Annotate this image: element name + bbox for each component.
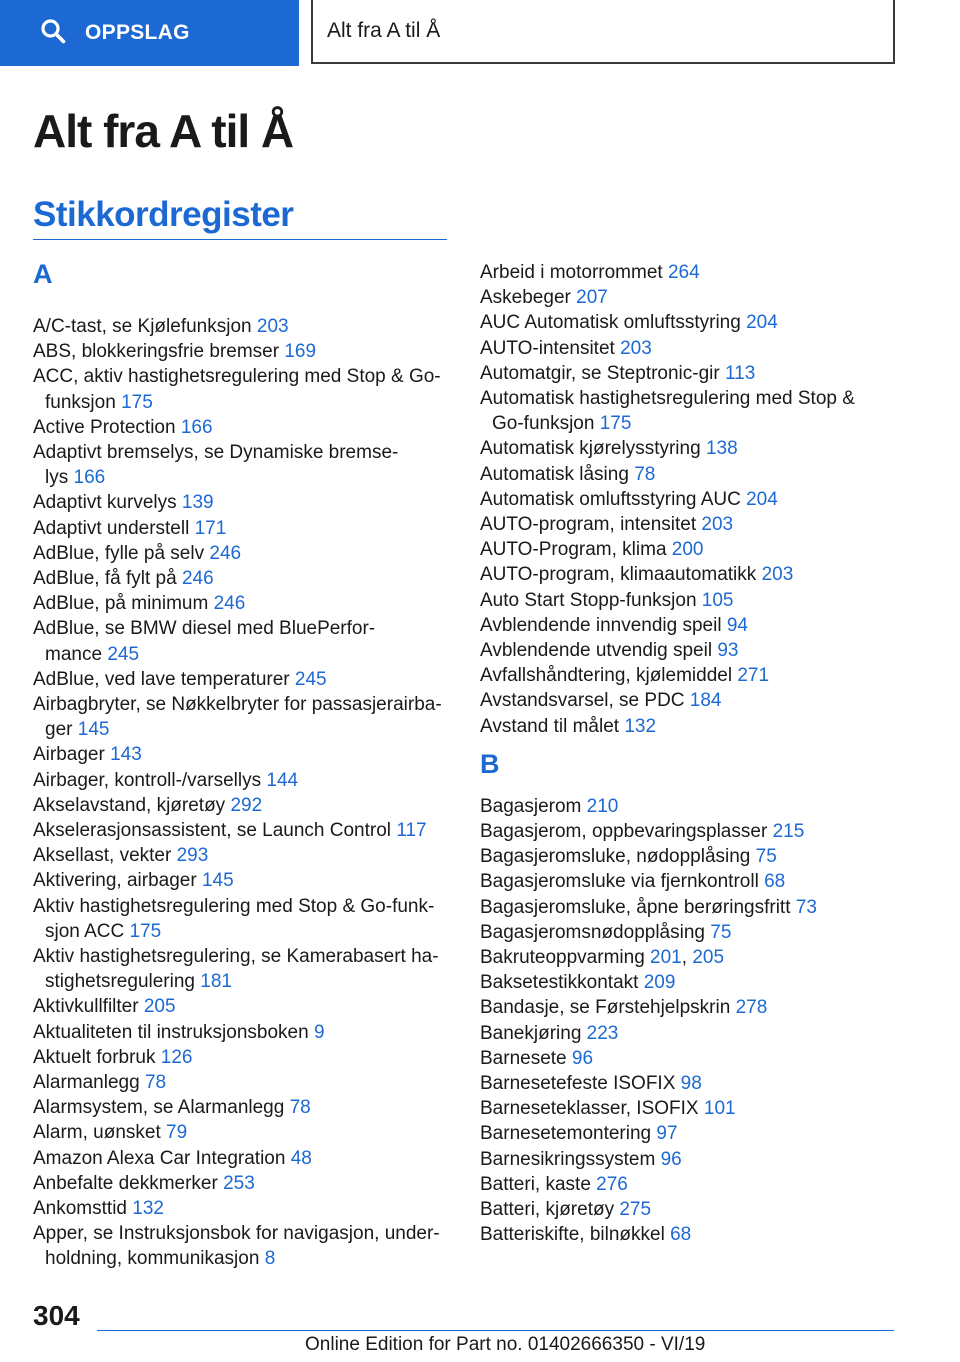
index-entry-text: AUTO-intensitet	[480, 337, 615, 359]
index-entry	[33, 541, 241, 566]
index-entry-text: AUTO-program, klimaautomatikk	[480, 564, 757, 586]
index-entry-text: Automatisk kjørelysstyring	[480, 438, 701, 460]
index-entry-text: Aktualiteten til instruksjonsboken	[33, 1021, 309, 1043]
index-entry	[33, 692, 442, 742]
index-entry-text: Bagasjeromsluke, åpne berøringsfritt	[480, 896, 791, 918]
page-reference-link[interactable]: 96	[660, 1148, 682, 1170]
search-label: OPPSLAG	[85, 21, 190, 44]
index-entry-text: Aktiv hastighetsregulering, se Kamerabasert ha-	[33, 946, 439, 967]
index-letter-heading: A	[33, 259, 53, 289]
search-button[interactable]	[0, 0, 299, 66]
page-reference-link[interactable]: 293	[176, 845, 209, 867]
index-entry-text: Automatisk låsing	[480, 463, 629, 485]
index-entry	[480, 436, 738, 461]
page-reference-link[interactable]: 68	[764, 871, 786, 893]
index-entry	[480, 1197, 651, 1222]
index-entry-text: Avblendende utvendig speil	[480, 640, 713, 661]
index-entry	[33, 516, 226, 541]
page-reference-link[interactable]: 245	[107, 643, 140, 665]
index-entry-text: Askebeger	[480, 287, 571, 309]
page-reference-link[interactable]: 78	[289, 1097, 311, 1119]
page-number: 304	[33, 1300, 80, 1331]
index-entry-text: Avstandsvarsel, se PDC	[480, 690, 685, 712]
index-entry	[33, 1095, 311, 1120]
page-reference-link[interactable]: 73	[795, 896, 817, 918]
index-entry-text: Aktivering, airbager	[33, 870, 197, 892]
index-entry	[33, 742, 142, 767]
index-entry	[33, 314, 289, 339]
page-reference-link[interactable]: 271	[737, 665, 770, 687]
page-reference-link[interactable]: 145	[77, 719, 110, 741]
chapter-tab-label: Alt fra A til Å	[327, 19, 441, 42]
index-entry-text: ABS, blokkeringsfrie bremser	[33, 341, 280, 363]
page-reference-link[interactable]: 132	[624, 715, 657, 737]
index-entry	[480, 714, 656, 739]
page-reference-link[interactable]: 204	[746, 488, 778, 510]
index-entry-text: A/C-tast, se Kjølefunksjon	[33, 316, 252, 337]
page-reference-link[interactable]: 223	[586, 1022, 619, 1044]
index-entry-text: Banekjøring	[480, 1022, 582, 1044]
page-reference-link[interactable]: 98	[680, 1073, 702, 1094]
index-entry-text: Airbager, kontroll-/varsellys	[33, 769, 262, 791]
index-entry	[480, 1046, 593, 1071]
page-reference-link[interactable]: 205	[143, 996, 176, 1018]
index-entry-text: lys	[45, 467, 69, 489]
page-reference-link[interactable]: 207	[576, 287, 608, 309]
index-entry	[33, 415, 213, 440]
index-entry	[480, 1147, 682, 1172]
index-entry-text: AdBlue, fylle på selv	[33, 542, 205, 564]
page-reference-link[interactable]: 126	[160, 1046, 193, 1068]
index-entry-text: Aktuelt forbruk	[33, 1046, 156, 1068]
index-entry-text: Anbefalte dekkmerker	[33, 1172, 218, 1194]
index-entry	[33, 994, 176, 1019]
page-reference-link[interactable]: 139	[181, 492, 214, 514]
index-entry	[480, 1096, 736, 1121]
index-entry-text: Aktiv hastighetsregulering med Stop & Go-funk-	[33, 895, 435, 917]
page-reference-link[interactable]: 94	[726, 614, 748, 636]
index-entry-text: Barnesete	[480, 1047, 567, 1069]
page-reference-link[interactable]: 246	[181, 568, 214, 589]
index-entry	[480, 869, 785, 894]
page-reference-link[interactable]: 278	[735, 997, 768, 1019]
footer-edition-text: Online Edition for Part no. 01402666350 - VI/19	[305, 1334, 706, 1355]
index-entry	[480, 663, 769, 688]
index-entry	[480, 819, 804, 844]
page-reference-link[interactable]: 175	[599, 413, 632, 435]
page-reference-link[interactable]: 181	[200, 971, 232, 993]
page-reference-link[interactable]: 96	[571, 1047, 594, 1069]
index-entry	[33, 566, 214, 591]
page-reference-link[interactable]: 246	[213, 593, 246, 615]
index-entry	[480, 1021, 618, 1046]
page-reference-link[interactable]: 144	[266, 769, 299, 791]
index-entry	[33, 818, 427, 843]
index-entry	[480, 970, 675, 995]
index-entry	[33, 1045, 192, 1070]
page-reference-link[interactable]: 145	[201, 870, 234, 892]
index-entry	[33, 793, 262, 818]
page-title: Alt fra A til Å	[33, 105, 294, 157]
index-entry-text: AUTO-Program, klima	[480, 539, 667, 561]
page-reference-link[interactable]: 203	[256, 316, 289, 337]
page-reference-link[interactable]: 201	[650, 947, 682, 968]
page-reference-link[interactable]: 203	[620, 337, 652, 359]
index-entry	[480, 920, 731, 945]
index-entry	[480, 613, 748, 638]
index-entry	[480, 794, 618, 819]
index-entry-text: Adaptivt kurvelys	[33, 492, 177, 514]
page-reference-link[interactable]: 253	[223, 1172, 255, 1194]
page-reference-link[interactable]: 48	[290, 1147, 312, 1169]
page-reference-link[interactable]: 78	[144, 1072, 167, 1093]
index-entry-text: Adaptivt bremselys, se Dynamiske bremse-	[33, 442, 399, 463]
section-title: Stikkordregister	[33, 195, 294, 234]
index-entry-text: ger	[45, 719, 73, 741]
page-reference-link[interactable]: 203	[701, 514, 734, 535]
index-entry	[33, 364, 441, 414]
index-entry	[33, 1120, 187, 1145]
index-entry-text: Barnesetemontering	[480, 1123, 652, 1145]
index-entry-text: Bagasjeromsluke, nødopplåsing	[480, 846, 751, 868]
index-entry-text: Batteri, kaste	[480, 1173, 591, 1195]
index-entry	[480, 260, 700, 285]
page-reference-link[interactable]: 246	[209, 542, 242, 564]
index-entry-text: Bagasjeromsnødopplåsing	[480, 921, 705, 943]
index-entry-text: AdBlue, på minimum	[33, 593, 209, 615]
page-reference-link[interactable]: 113	[725, 362, 756, 384]
index-entry	[480, 638, 738, 663]
page-reference-link[interactable]: 184	[689, 690, 722, 712]
page-reference-link[interactable]: 143	[110, 744, 142, 766]
page-reference-link[interactable]: 175	[129, 920, 162, 942]
index-entry-text: Alarm, uønsket	[33, 1122, 161, 1144]
index-entry-text: Automatisk omluftsstyring AUC	[480, 488, 741, 510]
index-entry-text: Akselerasjonsassistent, se Launch Control	[33, 820, 392, 841]
page-reference-link[interactable]: 166	[180, 416, 213, 438]
page-reference-link[interactable]: 245	[294, 668, 327, 690]
index-entry-text: Baksetestikkontakt	[480, 972, 639, 994]
page-reference-link[interactable]: 210	[586, 795, 619, 817]
page-reference-link[interactable]: 205	[692, 947, 725, 968]
index-entry-text: AUTO-program, intensitet	[480, 514, 697, 535]
index-entry-text: Batteriskifte, bilnøkkel	[480, 1224, 665, 1246]
index-entry-text: AdBlue, se BMW diesel med BluePerfor-	[33, 618, 376, 640]
index-entry-text: Ankomsttid	[33, 1198, 127, 1219]
index-entry	[480, 995, 767, 1020]
page-reference-link[interactable]: 132	[132, 1198, 164, 1219]
index-entry-text: AdBlue, ved lave temperaturer	[33, 668, 290, 690]
index-entry-text: Barnesetefeste ISOFIX	[480, 1073, 676, 1094]
index-entry	[480, 1222, 691, 1247]
index-entry	[480, 512, 733, 537]
index-entry-text: Batteri, kjøretøy	[480, 1199, 615, 1220]
index-entry	[480, 386, 855, 436]
index-entry-text: Adaptivt understell	[33, 517, 190, 539]
index-letter-heading: B	[480, 748, 500, 779]
index-entry	[480, 1172, 628, 1197]
index-entry-text: sjon ACC	[45, 920, 125, 942]
index-entry	[33, 440, 398, 490]
index-entry	[33, 339, 316, 364]
chapter-tab[interactable]	[311, 0, 895, 64]
page-reference-link[interactable]: 8	[264, 1248, 276, 1270]
index-entry-text: Automatgir, se Steptronic-gir	[480, 362, 720, 384]
page-reference-link[interactable]: 209	[643, 972, 676, 994]
index-entry-text: Go-funksjon	[492, 413, 595, 435]
index-entry-text: Avfallshåndtering, kjølemiddel	[480, 665, 733, 687]
page-reference-link[interactable]: 68	[670, 1224, 692, 1246]
page-reference-link[interactable]: 138	[705, 438, 738, 460]
index-entry-text: Bakruteoppvarming	[480, 947, 645, 968]
page-reference-link[interactable]: 105	[701, 589, 734, 611]
index-entry	[480, 1071, 702, 1096]
search-icon	[40, 18, 66, 49]
index-entry-text: Avstand til målet	[480, 715, 620, 737]
index-entry-text: Barneseteklasser, ISOFIX	[480, 1098, 699, 1120]
index-entry-text: Arbeid i motorrommet	[480, 262, 663, 283]
index-entry	[33, 1070, 166, 1095]
index-entry-text: Avblendende innvendig speil	[480, 614, 722, 636]
index-entry-text: AdBlue, få fylt på	[33, 568, 177, 589]
index-entry-text: Alarmanlegg	[33, 1072, 140, 1093]
page-reference-link[interactable]: 264	[667, 262, 700, 283]
index-entry-text: funksjon	[45, 391, 116, 413]
index-entry	[480, 285, 608, 310]
page-reference-link[interactable]: 117	[396, 820, 427, 841]
index-entry	[480, 895, 817, 920]
page-reference-link[interactable]: 276	[596, 1173, 628, 1195]
index-entry	[33, 591, 245, 616]
index-entry	[33, 843, 208, 868]
index-entry-text: Automatisk hastighetsregulering med Stop &	[480, 388, 855, 409]
index-entry	[480, 688, 722, 713]
index-entry-text: mance	[45, 643, 103, 665]
index-entry	[480, 588, 734, 613]
index-entry-text: Bagasjeromsluke via fjernkontroll	[480, 871, 759, 893]
index-entry-text: Bagasjerom	[480, 795, 582, 817]
index-entry-text: Akselavstand, kjøretøy	[33, 794, 226, 816]
section-divider	[33, 239, 447, 240]
index-entry-text: Alarmsystem, se Alarmanlegg	[33, 1097, 285, 1119]
page-reference-link[interactable]: 215	[772, 821, 805, 842]
index-entry	[33, 944, 439, 994]
page-reference-link[interactable]: 169	[284, 341, 317, 363]
index-entry-text: holdning, kommunikasjon	[45, 1248, 260, 1270]
index-entry-text: Airbager	[33, 744, 105, 766]
index-entry	[480, 844, 777, 869]
page-reference-link[interactable]: 75	[710, 921, 732, 943]
page-reference-link[interactable]: 93	[717, 640, 739, 661]
index-entry-text: Aksellast, vekter	[33, 845, 172, 867]
index-entry	[33, 1221, 440, 1271]
index-entry	[33, 894, 434, 944]
page-reference-link[interactable]: 101	[703, 1098, 736, 1120]
index-entry	[480, 1121, 678, 1146]
index-entry	[480, 310, 778, 335]
index-entry	[33, 1171, 255, 1196]
page-reference-link[interactable]: 75	[755, 846, 777, 868]
index-entry	[33, 667, 327, 692]
page-reference-link[interactable]: 171	[194, 517, 227, 539]
index-entry	[33, 616, 375, 666]
page-reference-link[interactable]: 204	[746, 312, 778, 334]
page-reference-link[interactable]: 97	[656, 1123, 678, 1145]
index-entry	[33, 868, 234, 893]
page-reference-link[interactable]: 200	[671, 539, 704, 561]
index-entry-text: Barnesikringssystem	[480, 1148, 656, 1170]
footer-divider	[97, 1330, 894, 1331]
page-reference-link[interactable]: 175	[121, 391, 153, 413]
index-entry	[480, 537, 704, 562]
page-reference-link[interactable]: 292	[230, 794, 263, 816]
index-entry	[480, 336, 652, 361]
index-entry	[33, 1196, 164, 1221]
index-entry-text: Amazon Alexa Car Integration	[33, 1147, 286, 1169]
index-entry	[480, 562, 793, 587]
page-reference-link[interactable]: 203	[761, 564, 794, 586]
index-entry	[33, 1146, 312, 1171]
index-entry-text: Apper, se Instruksjonsbok for navigasjon, under-	[33, 1223, 440, 1245]
page-reference-link[interactable]: 9	[313, 1021, 325, 1043]
index-entry	[480, 487, 778, 512]
index-entry-text: Aktivkullfilter	[33, 996, 139, 1018]
index-entry	[480, 361, 755, 386]
index-entry	[33, 1020, 325, 1045]
index-entry-text: AUC Automatisk omluftsstyring	[480, 312, 741, 334]
page-reference-link[interactable]: 166	[73, 467, 106, 489]
top-bar	[0, 0, 960, 66]
page-reference-link[interactable]: 78	[634, 463, 656, 485]
index-entry	[480, 462, 655, 487]
index-entry-text: stighetsregulering	[45, 971, 195, 993]
index-entry	[33, 490, 214, 515]
index-entry-text: Bandasje, se Førstehjelpskrin	[480, 997, 731, 1019]
index-entry: Bakruteoppvarming 201, 205	[480, 947, 725, 968]
page-reference-link[interactable]: 275	[619, 1199, 652, 1220]
page-reference-link[interactable]: 79	[166, 1122, 188, 1144]
index-entry-text: Airbagbryter, se Nøkkelbryter for passasjerairba-	[33, 694, 442, 715]
index-entry-text: Active Protection	[33, 416, 176, 438]
index-entry	[33, 768, 298, 793]
index-entry-text: ACC, aktiv hastighetsregulering med Stop & Go-	[33, 366, 441, 388]
index-entry-text: Bagasjerom, oppbevaringsplasser	[480, 821, 768, 842]
index-entry-text: Auto Start Stopp-funksjon	[480, 589, 697, 611]
